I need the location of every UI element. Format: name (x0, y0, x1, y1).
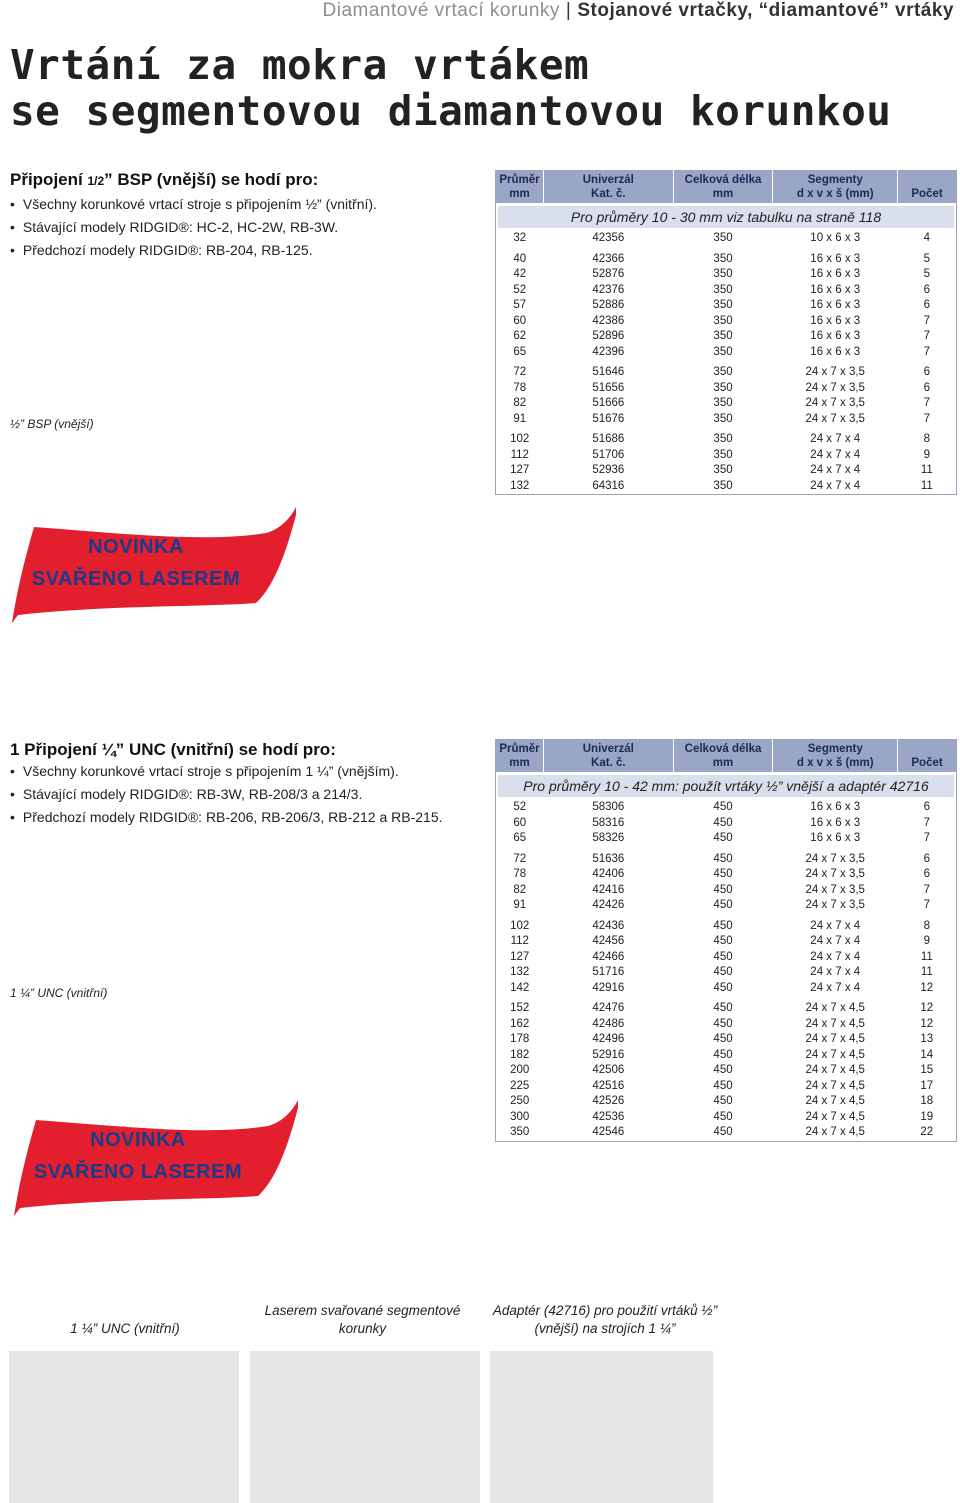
cell-catalog: 42376 (592, 283, 625, 296)
cell-length: 450 (713, 919, 733, 932)
cell-diameter: 60 (513, 816, 527, 829)
cell-segments: 24 x 7 x 3,5 (805, 899, 865, 911)
cell-catalog: 52896 (592, 330, 625, 342)
cell-length: 450 (713, 935, 733, 947)
cell-diameter: 52 (513, 801, 527, 813)
cell-segments: 24 x 7 x 4,5 (805, 1064, 865, 1076)
cell-diameter: 250 (510, 1095, 530, 1107)
cell-segments: 24 x 7 x 3,5 (805, 412, 865, 425)
cell-length: 450 (713, 1048, 733, 1061)
cell-segments: 24 x 7 x 4 (810, 966, 861, 978)
col-length-unit: mm (712, 188, 734, 200)
cell-catalog: 52936 (592, 464, 625, 476)
cell-length: 450 (713, 816, 733, 829)
cell-count: 19 (920, 1110, 934, 1123)
cell-segments: 24 x 7 x 3,5 (805, 868, 865, 880)
cell-catalog: 42546 (592, 1126, 625, 1138)
cell-diameter: 91 (513, 412, 527, 425)
cell-segments: 24 x 7 x 3,5 (805, 397, 865, 409)
cell-catalog: 42496 (592, 1033, 625, 1045)
product-photo-adapter (490, 1351, 713, 1503)
list-item: • Všechny korunkové vrtací stroje s připojením ½” (vnitřní). (10, 193, 377, 216)
cell-segments: 24 x 7 x 4 (810, 935, 861, 947)
col-segments-label: Segmenty (807, 743, 863, 755)
table-row (496, 1001, 957, 1017)
table-row (496, 816, 957, 832)
section1-heading-suffix: ” BSP (vnější) se hodí pro: (104, 170, 319, 189)
cell-catalog: 42386 (592, 314, 625, 327)
cell-catalog: 58306 (592, 801, 625, 813)
cell-length: 450 (713, 852, 733, 865)
cell-catalog: 58316 (592, 816, 625, 829)
cell-length: 350 (713, 330, 733, 342)
cell-diameter: 72 (513, 852, 527, 865)
cell-count: 11 (920, 966, 933, 978)
table-row (496, 919, 957, 935)
header-category: Stojanové vrtačky, “diamantové” vrtáky (577, 0, 954, 21)
col-diameter-label: Průměr (499, 174, 540, 186)
cell-diameter: 127 (510, 950, 530, 963)
table-row (496, 883, 957, 899)
table-row (496, 1110, 957, 1126)
col-count-unit: Počet (911, 757, 943, 769)
product-photo-laser-welded (250, 1351, 480, 1503)
cell-diameter: 142 (510, 981, 530, 994)
cell-catalog: 52916 (592, 1048, 625, 1061)
cell-count: 15 (920, 1064, 934, 1076)
cell-count: 11 (920, 950, 933, 963)
col-segments-unit: d x v x š (mm) (796, 188, 874, 200)
section2-bullets (10, 760, 443, 829)
cell-count: 14 (920, 1048, 934, 1061)
cell-catalog: 51636 (592, 852, 625, 865)
col-catalog (543, 740, 673, 773)
cell-count: 6 (923, 366, 930, 378)
cell-segments: 24 x 7 x 4 (810, 950, 861, 963)
col-segments (773, 171, 898, 204)
cell-catalog: 42476 (592, 1002, 625, 1014)
cell-segments: 16 x 6 x 3 (810, 283, 861, 296)
cell-segments: 24 x 7 x 4 (810, 448, 861, 461)
caption-laser-welded: Laserem svařované segmentové korunky (264, 1303, 461, 1336)
cell-catalog: 51676 (592, 412, 625, 425)
cell-count: 11 (920, 464, 933, 476)
cell-length: 450 (713, 1033, 733, 1045)
cell-catalog: 51716 (592, 966, 625, 978)
cell-length: 350 (713, 314, 733, 327)
cell-count: 12 (920, 1017, 934, 1030)
cell-count: 7 (923, 314, 930, 327)
section1-heading-prefix: Připojení (10, 170, 88, 189)
col-length-unit: mm (712, 757, 734, 769)
table-row (496, 432, 957, 448)
table-row (496, 1094, 957, 1110)
table-row (496, 981, 957, 997)
cell-segments: 16 x 6 x 3 (810, 816, 861, 829)
cell-count: 8 (923, 919, 930, 932)
cell-segments: 24 x 7 x 3,5 (805, 381, 865, 394)
cell-count: 17 (920, 1079, 934, 1092)
cell-count: 9 (923, 935, 930, 947)
novinka-banner (6, 505, 306, 625)
cell-catalog: 42506 (592, 1064, 625, 1076)
cell-length: 450 (713, 1110, 733, 1123)
col-segments-label: Segmenty (807, 174, 863, 186)
col-segments-unit: d x v x š (mm) (796, 757, 874, 769)
cell-catalog: 42456 (592, 935, 625, 947)
table-row (496, 479, 957, 495)
cell-segments: 16 x 6 x 3 (810, 330, 861, 342)
cell-segments: 24 x 7 x 4 (810, 464, 861, 476)
table-row (496, 800, 957, 816)
cell-segments: 24 x 7 x 4 (810, 433, 861, 445)
cell-count: 7 (923, 816, 930, 829)
col-diameter (496, 740, 544, 773)
cell-segments: 16 x 6 x 3 (810, 268, 861, 280)
header-separator: | (565, 0, 572, 21)
cell-length: 350 (713, 252, 733, 265)
caption-unc: 1 ¼” UNC (vnitřní) (70, 1321, 180, 1336)
cell-diameter: 82 (513, 397, 527, 409)
table-row (496, 965, 957, 981)
col-count-unit: Počet (911, 188, 943, 200)
cell-catalog: 42466 (592, 950, 625, 963)
cell-diameter: 112 (510, 448, 529, 461)
table-row (496, 1032, 957, 1048)
table-row (496, 1125, 957, 1141)
table-row (496, 381, 957, 397)
cell-diameter: 78 (513, 868, 527, 880)
cell-count: 18 (920, 1095, 934, 1107)
cell-length: 450 (713, 1126, 733, 1138)
cell-segments: 24 x 7 x 4,5 (805, 1095, 865, 1107)
cell-diameter: 78 (513, 381, 527, 394)
cell-count: 11 (920, 479, 933, 492)
page-header (323, 0, 955, 22)
cell-catalog: 42916 (592, 981, 625, 994)
cell-catalog: 64316 (592, 479, 625, 492)
cell-count: 6 (923, 852, 930, 865)
cell-length: 350 (713, 412, 733, 425)
cell-segments: 24 x 7 x 3,5 (805, 852, 865, 865)
banner-line-2: SVAŘENO LASEREM (31, 568, 241, 590)
cell-length: 450 (713, 1079, 733, 1092)
cell-catalog: 42426 (592, 899, 625, 911)
cell-count: 13 (920, 1033, 934, 1045)
cell-count: 7 (923, 832, 930, 844)
table-row (496, 298, 957, 314)
cell-segments: 24 x 7 x 4 (810, 919, 861, 932)
cell-count: 7 (923, 330, 930, 342)
cell-segments: 24 x 7 x 4 (810, 981, 861, 994)
col-catalog-label: Univerzál (582, 174, 634, 186)
cell-catalog: 42396 (592, 345, 625, 358)
table-row (496, 267, 957, 283)
cell-diameter: 132 (510, 966, 530, 978)
cell-diameter: 112 (510, 935, 529, 947)
table-row (496, 950, 957, 966)
cell-count: 6 (923, 283, 930, 296)
cell-length: 350 (713, 448, 733, 461)
section1-image-label: ½” BSP (vnější) (10, 417, 94, 431)
table-note (496, 203, 957, 231)
col-count (898, 171, 957, 204)
cell-segments: 24 x 7 x 4,5 (805, 1110, 865, 1123)
cell-count: 5 (923, 252, 930, 265)
cell-diameter: 200 (510, 1064, 530, 1076)
cell-catalog: 42356 (592, 232, 625, 244)
table-note-text: Pro průměry 10 - 30 mm viz tabulku na straně 118 (498, 206, 954, 228)
cell-catalog: 52876 (592, 268, 625, 280)
cell-length: 350 (713, 283, 733, 296)
cell-catalog: 51656 (592, 381, 625, 394)
col-diameter (496, 171, 544, 204)
list-item: • Předchozí modely RIDGID®: RB-206, RB-206/3, RB-212 a RB-215. (10, 806, 443, 829)
cell-diameter: 127 (510, 464, 530, 476)
cell-segments: 16 x 6 x 3 (810, 299, 861, 311)
col-length (673, 171, 773, 204)
cell-catalog: 42436 (592, 919, 625, 932)
cell-count: 4 (923, 232, 930, 244)
table-note (496, 772, 957, 800)
cell-length: 450 (713, 981, 733, 994)
cell-catalog: 51706 (592, 448, 625, 461)
cell-catalog: 51646 (592, 366, 625, 378)
cell-length: 450 (713, 801, 733, 813)
section2-heading: 1 Připojení ¼” UNC (vnitřní) se hodí pro: (10, 740, 336, 759)
cell-length: 450 (713, 899, 733, 911)
cell-segments: 24 x 7 x 4,5 (805, 1126, 865, 1138)
col-catalog-label: Univerzál (582, 743, 634, 755)
cell-length: 350 (713, 299, 733, 311)
col-catalog-unit: Kat. č. (591, 188, 626, 200)
cell-length: 350 (713, 397, 733, 409)
list-item: • Stávající modely RIDGID®: HC-2, HC-2W, RB-3W. (10, 216, 377, 239)
cell-catalog: 42366 (592, 252, 625, 265)
cell-catalog: 51666 (592, 397, 625, 409)
table-row (496, 345, 957, 361)
cell-diameter: 52 (513, 283, 527, 296)
table-row (496, 365, 957, 381)
cell-count: 7 (923, 883, 930, 896)
cell-diameter: 162 (510, 1017, 530, 1030)
cell-length: 350 (713, 433, 733, 445)
table-row (496, 283, 957, 299)
cell-segments: 24 x 7 x 4,5 (805, 1017, 865, 1030)
list-item: • Předchozí modely RIDGID®: RB-204, RB-125. (10, 239, 377, 262)
cell-length: 450 (713, 1017, 733, 1030)
cell-segments: 24 x 7 x 4,5 (805, 1079, 865, 1092)
cell-diameter: 60 (513, 314, 527, 327)
cell-count: 22 (920, 1126, 934, 1138)
col-count (898, 740, 957, 773)
caption-adapter: Adaptér (42716) pro použití vrtáků ½” (vnější) na strojích 1 ¼” (492, 1303, 718, 1336)
cell-segments: 24 x 7 x 4,5 (805, 1033, 865, 1045)
cell-length: 450 (713, 1095, 733, 1107)
cell-length: 350 (713, 232, 733, 244)
spec-table-1 (495, 170, 957, 495)
list-item: • Všechny korunkové vrtací stroje s připojením 1 ¼” (vnějším). (10, 760, 443, 783)
cell-segments: 24 x 7 x 4 (810, 479, 861, 492)
cell-diameter: 65 (513, 345, 527, 358)
cell-length: 350 (713, 464, 733, 476)
cell-count: 7 (923, 345, 930, 358)
cell-diameter: 300 (510, 1110, 530, 1123)
cell-length: 350 (713, 345, 733, 358)
col-diameter-label: Průměr (499, 743, 540, 755)
table-row (496, 934, 957, 950)
cell-diameter: 178 (510, 1033, 530, 1045)
cell-count: 7 (923, 899, 930, 911)
cell-length: 450 (713, 868, 733, 880)
section2-image-label: 1 ¼” UNC (vnitřní) (10, 986, 108, 1000)
cell-length: 450 (713, 832, 733, 844)
cell-segments: 16 x 6 x 3 (810, 832, 861, 844)
header-section: Diamantové vrtací korunky (322, 0, 560, 21)
cell-length: 350 (713, 268, 733, 280)
cell-segments: 24 x 7 x 4,5 (805, 1002, 865, 1014)
table-row (496, 231, 957, 247)
cell-segments: 16 x 6 x 3 (810, 314, 861, 327)
table-row (496, 314, 957, 330)
cell-segments: 16 x 6 x 3 (810, 801, 861, 813)
cell-length: 450 (713, 883, 733, 896)
cell-catalog: 42486 (592, 1017, 625, 1030)
table-row (496, 329, 957, 345)
col-catalog (543, 171, 673, 204)
cell-diameter: 132 (510, 479, 530, 492)
table-body (496, 203, 957, 495)
table-body (496, 772, 957, 1141)
table-row (496, 867, 957, 883)
table-row (496, 1063, 957, 1079)
cell-segments: 10 x 6 x 3 (810, 232, 861, 244)
cell-diameter: 62 (513, 330, 527, 342)
col-length (673, 740, 773, 773)
cell-catalog: 42416 (592, 883, 625, 896)
cell-catalog: 42516 (592, 1079, 625, 1092)
cell-length: 450 (713, 1002, 733, 1014)
cell-diameter: 91 (513, 899, 527, 911)
cell-count: 7 (923, 397, 930, 409)
title-line-1: Vrtání za mokra vrtákem (10, 41, 590, 89)
col-diameter-unit: mm (509, 757, 530, 769)
col-diameter-unit: mm (509, 188, 530, 200)
table-row (496, 831, 957, 847)
col-segments (773, 740, 898, 773)
cell-catalog: 42536 (592, 1110, 625, 1123)
banner-line-1: NOVINKA (90, 1129, 186, 1151)
table-row (496, 1079, 957, 1095)
cell-catalog: 52886 (592, 299, 625, 311)
cell-length: 350 (713, 479, 733, 492)
cell-count: 9 (923, 448, 930, 461)
cell-length: 450 (713, 966, 733, 978)
col-length-label: Celková délka (684, 174, 762, 186)
table-row (496, 448, 957, 464)
cell-diameter: 65 (513, 832, 527, 844)
table-row (496, 852, 957, 868)
col-catalog-unit: Kat. č. (591, 757, 626, 769)
table-row (496, 252, 957, 268)
cell-count: 6 (923, 299, 930, 311)
table-row (496, 898, 957, 914)
cell-length: 350 (713, 381, 733, 394)
cell-segments: 24 x 7 x 3,5 (805, 366, 865, 378)
cell-segments: 24 x 7 x 4,5 (805, 1048, 865, 1061)
table-row (496, 1017, 957, 1033)
cell-count: 7 (923, 412, 930, 425)
cell-count: 12 (920, 981, 934, 994)
cell-diameter: 72 (513, 366, 527, 378)
cell-count: 6 (923, 801, 930, 813)
cell-length: 350 (713, 366, 733, 378)
cell-count: 6 (923, 381, 930, 394)
section1-bullets (10, 193, 377, 262)
spec-table-2 (495, 739, 957, 1142)
cell-length: 450 (713, 1064, 733, 1076)
table-row (496, 396, 957, 412)
cell-diameter: 225 (510, 1079, 530, 1092)
table-row (496, 1048, 957, 1064)
page-title (10, 42, 891, 134)
cell-diameter: 102 (510, 433, 530, 445)
list-item: • Stávající modely RIDGID®: RB-3W, RB-208/3 a 214/3. (10, 783, 443, 806)
banner-line-1: NOVINKA (88, 536, 184, 558)
section1-heading (10, 170, 318, 190)
cell-catalog: 58326 (592, 832, 625, 844)
cell-diameter: 40 (513, 252, 527, 265)
cell-count: 8 (923, 433, 930, 445)
cell-diameter: 82 (513, 883, 527, 896)
cell-length: 450 (713, 950, 733, 963)
table-row (496, 463, 957, 479)
cell-diameter: 182 (510, 1048, 530, 1061)
cell-catalog: 42406 (592, 868, 625, 880)
cell-diameter: 32 (513, 232, 527, 244)
table-row (496, 412, 957, 428)
cell-segments: 24 x 7 x 3,5 (805, 883, 865, 896)
cell-catalog: 42526 (592, 1095, 625, 1107)
banner-line-2: SVAŘENO LASEREM (33, 1161, 243, 1183)
cell-segments: 16 x 6 x 3 (810, 345, 861, 358)
cell-count: 12 (920, 1002, 934, 1014)
title-line-2: se segmentovou diamantovou korunkou (10, 87, 892, 135)
cell-diameter: 42 (513, 268, 527, 280)
novinka-banner (8, 1098, 308, 1218)
cell-segments: 16 x 6 x 3 (810, 252, 861, 265)
cell-diameter: 152 (510, 1002, 530, 1014)
product-photo-unc (9, 1351, 239, 1503)
cell-diameter: 350 (510, 1126, 530, 1138)
cell-diameter: 102 (510, 919, 530, 932)
table-note-text: Pro průměry 10 - 42 mm: použít vrtáky ½” vnější a adaptér 42716 (498, 775, 954, 797)
col-length-label: Celková délka (684, 743, 762, 755)
cell-count: 6 (923, 868, 930, 880)
cell-diameter: 57 (513, 299, 527, 311)
cell-catalog: 51686 (592, 433, 625, 445)
section1-heading-frac: 1/2 (87, 174, 105, 188)
cell-count: 5 (923, 268, 930, 280)
